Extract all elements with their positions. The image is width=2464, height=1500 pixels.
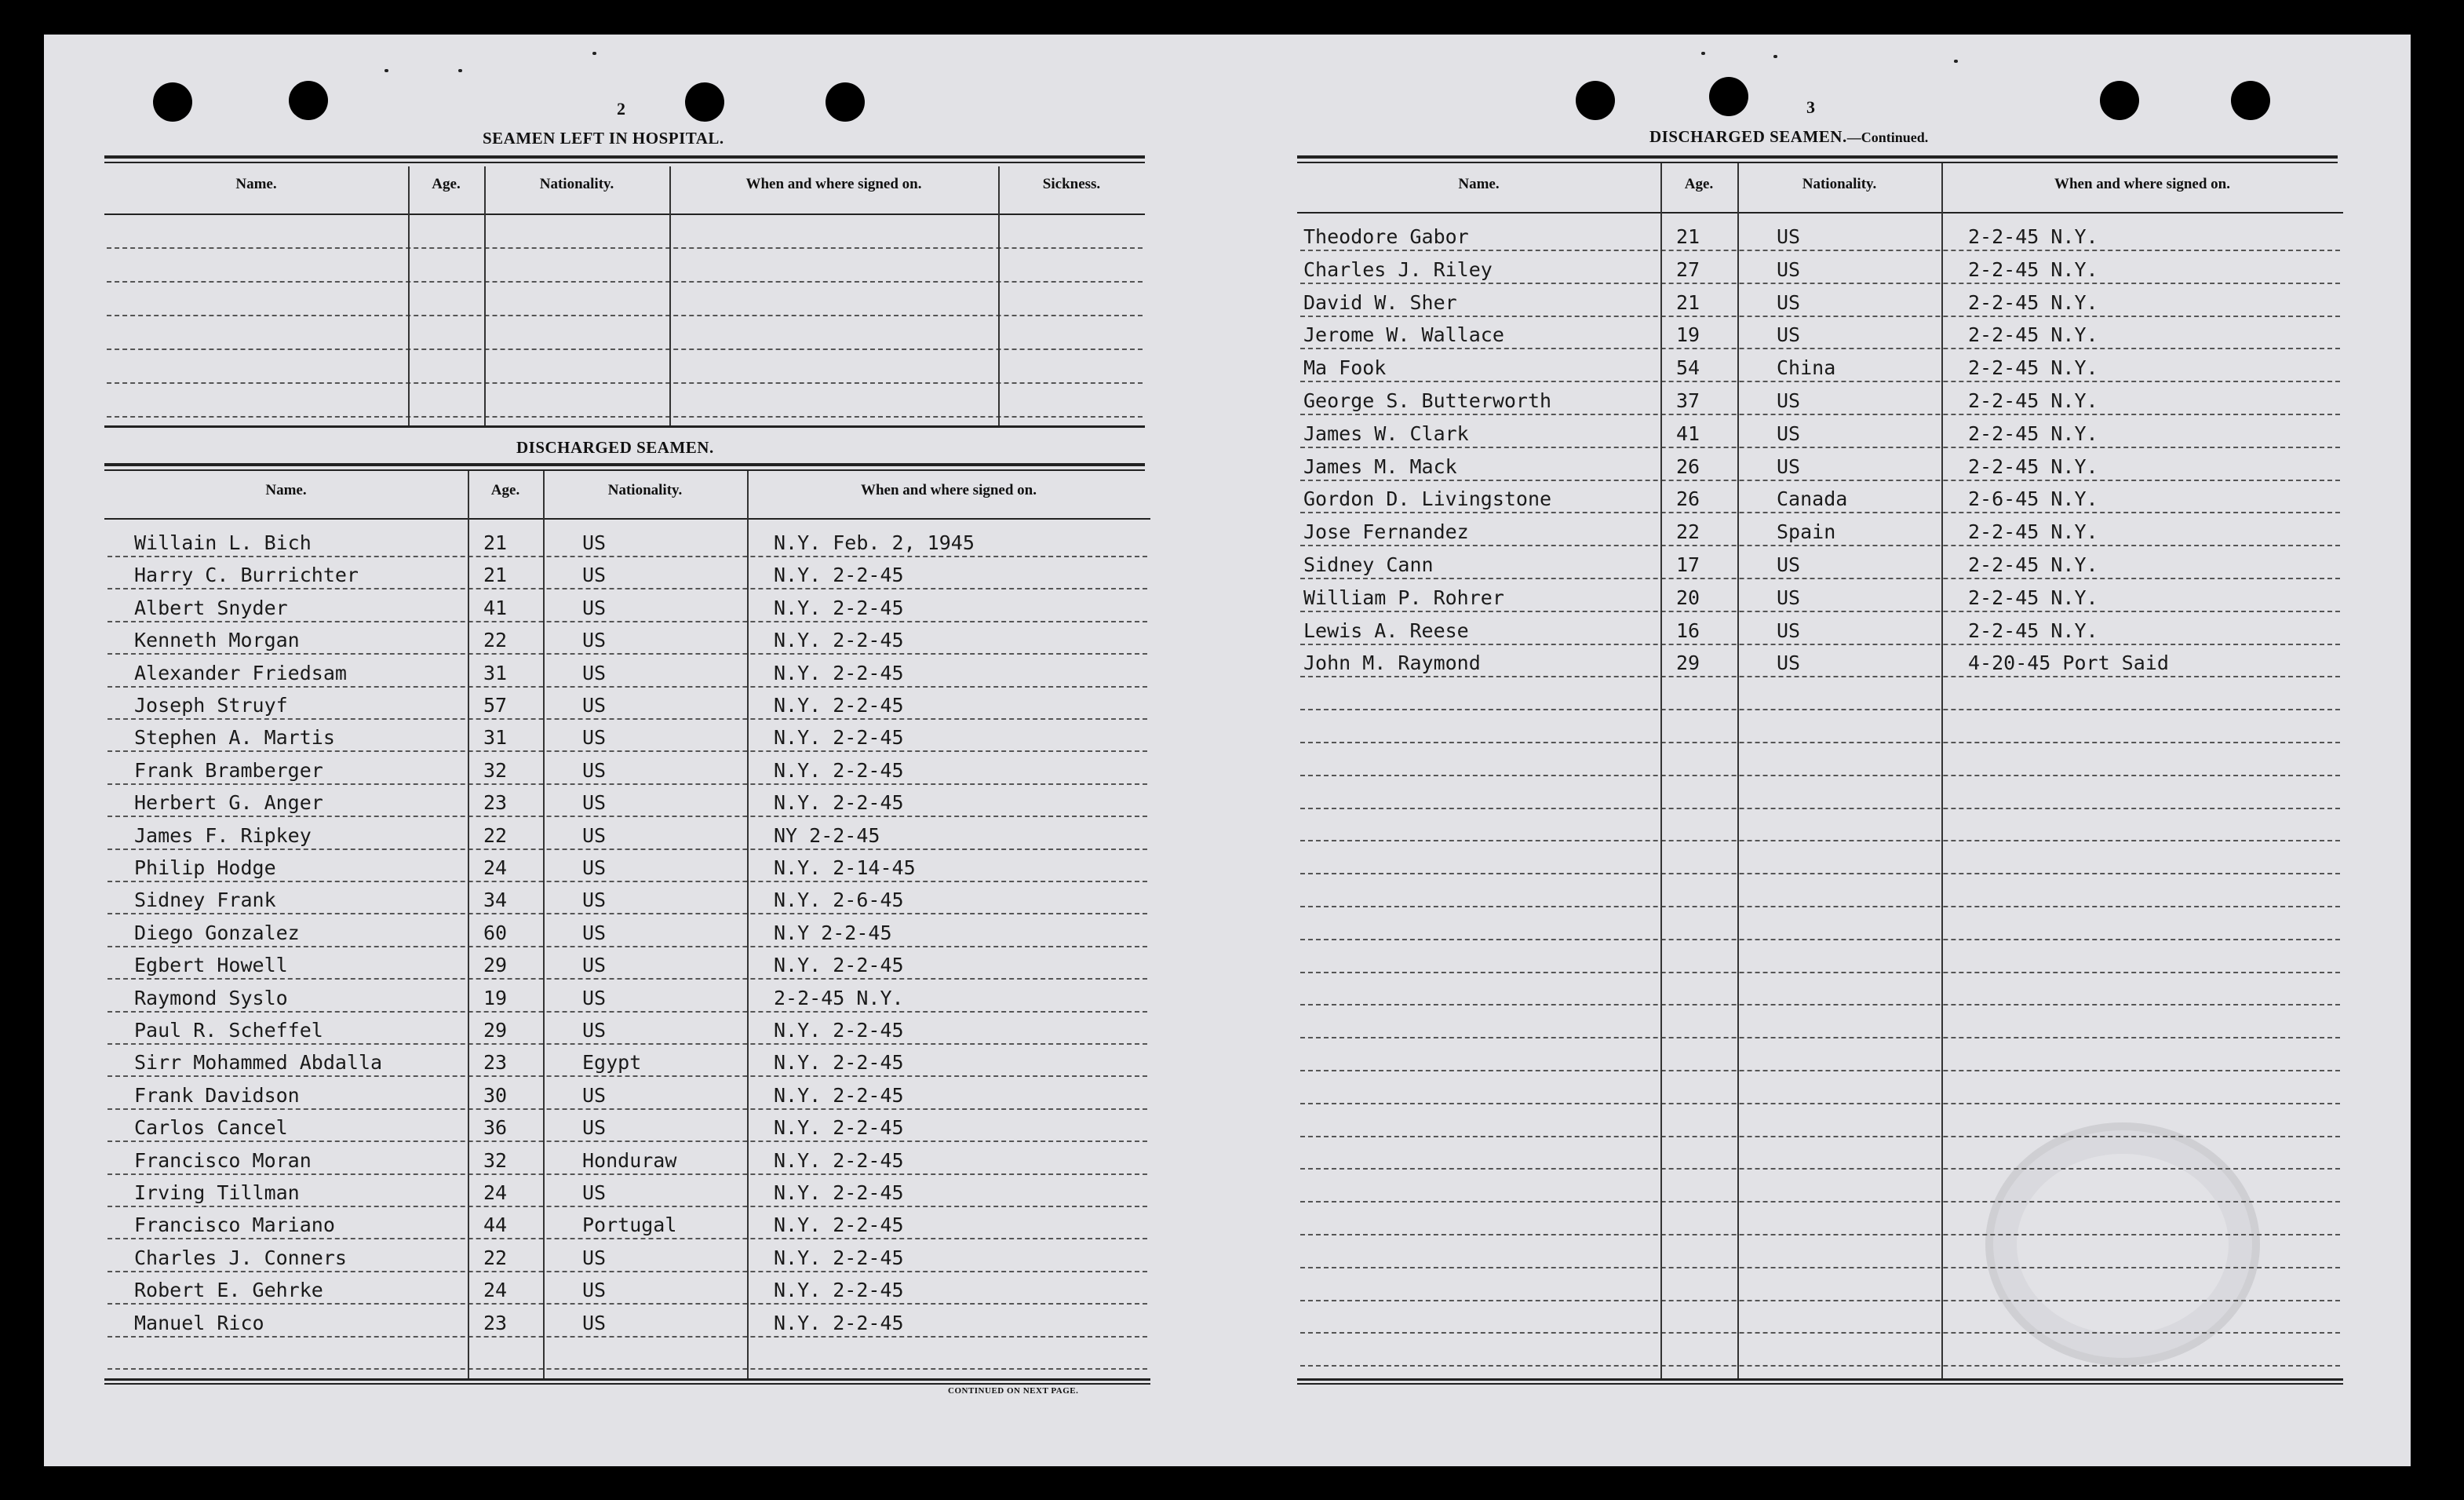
header-rule (1297, 212, 2343, 214)
seaman-nationality: US (1777, 619, 1801, 642)
seaman-nationality: US (582, 661, 607, 684)
row-line (108, 881, 1147, 882)
seaman-age: 17 (1676, 553, 1700, 576)
seaman-name: Joseph Struyf (134, 694, 288, 717)
hospital-col-divider (408, 166, 410, 425)
seaman-name: Robert E. Gehrke (134, 1279, 323, 1302)
top-rule-left-2 (104, 162, 1145, 163)
bottom-rule (104, 1378, 1150, 1381)
seaman-age: 27 (1676, 257, 1700, 281)
seaman-nationality: US (582, 726, 607, 750)
row-line (108, 1043, 1147, 1045)
col-divider (747, 471, 749, 1378)
row-line (108, 588, 1147, 589)
punch-hole (2231, 81, 2270, 120)
discharged-top-rule (104, 463, 1145, 466)
seaman-name: Egbert Howell (134, 954, 288, 977)
seaman-signed-on: 4-20-45 Port Said (1968, 651, 2169, 675)
seaman-name: Harry C. Burrichter (134, 564, 359, 587)
punch-hole (289, 81, 328, 120)
hospital-row-line (107, 247, 1143, 249)
seaman-age: 20 (1676, 586, 1700, 609)
seaman-nationality: US (582, 1311, 607, 1334)
seaman-signed-on: N.Y. 2-2-45 (774, 1051, 904, 1075)
seaman-signed-on: N.Y. 2-6-45 (774, 889, 904, 912)
seaman-signed-on: N.Y. 2-2-45 (774, 1019, 904, 1042)
row-line (1300, 1267, 2340, 1268)
row-line (1300, 1234, 2340, 1235)
seaman-name: David W. Sher (1303, 290, 1457, 314)
discharged-top-rule-2 (104, 469, 1145, 471)
col-header-name: Name. (1458, 176, 1500, 192)
row-line (1300, 644, 2340, 645)
seaman-age: 34 (483, 889, 508, 912)
header-rule (104, 518, 1150, 520)
hospital-row-line (107, 382, 1143, 384)
row-line (1300, 348, 2340, 349)
row-line (1300, 1070, 2340, 1071)
page-number-left: 2 (617, 99, 625, 119)
row-line (108, 946, 1147, 947)
hospital-row-line (107, 281, 1143, 283)
seaman-name: Herbert G. Anger (134, 791, 323, 815)
seaman-signed-on: 2-2-45 N.Y. (1968, 520, 2098, 544)
seaman-signed-on: N.Y. 2-14-45 (774, 856, 916, 879)
discharged-heading-left: DISCHARGED SEAMEN. (516, 438, 714, 457)
seaman-nationality: US (582, 1246, 607, 1269)
row-line (108, 1303, 1147, 1305)
row-line (1300, 1103, 2340, 1104)
row-line (1300, 480, 2340, 481)
seaman-age: 54 (1676, 356, 1700, 380)
row-line (108, 1075, 1147, 1077)
seaman-name: Willain L. Bich (134, 531, 312, 554)
seaman-signed-on: 2-2-45 N.Y. (1968, 454, 2098, 478)
seaman-nationality: US (1777, 290, 1801, 314)
seaman-nationality: US (582, 986, 607, 1009)
seaman-name: Diego Gonzalez (134, 921, 300, 944)
seaman-nationality: US (582, 758, 607, 782)
row-line (108, 621, 1147, 622)
seaman-nationality: US (1777, 454, 1801, 478)
seaman-nationality: Honduraw (582, 1148, 677, 1172)
seaman-name: Sidney Frank (134, 889, 276, 912)
seaman-name: Kenneth Morgan (134, 629, 300, 652)
seaman-nationality: US (582, 1116, 607, 1140)
seaman-age: 41 (483, 596, 508, 619)
row-line (108, 1011, 1147, 1013)
seaman-age: 32 (483, 758, 508, 782)
top-rule-right-2 (1297, 162, 2338, 163)
hospital-col-header: Age. (432, 176, 461, 192)
seaman-nationality: US (582, 531, 607, 554)
row-line (1300, 316, 2340, 317)
seaman-age: 44 (483, 1214, 508, 1237)
row-line (1300, 1332, 2340, 1334)
seaman-name: James F. Ripkey (134, 823, 312, 847)
row-line (1300, 840, 2340, 841)
hospital-row-line (107, 416, 1143, 418)
seaman-signed-on: 2-2-45 N.Y. (1968, 553, 2098, 576)
col-divider (543, 471, 545, 1378)
seaman-age: 57 (483, 694, 508, 717)
seaman-name: Sidney Cann (1303, 553, 1434, 576)
seaman-age: 21 (1676, 225, 1700, 248)
seaman-name: Raymond Syslo (134, 986, 288, 1009)
seaman-nationality: US (1777, 422, 1801, 445)
row-line (108, 1141, 1147, 1142)
seaman-name: Carlos Cancel (134, 1116, 288, 1140)
seaman-age: 19 (1676, 323, 1700, 347)
seaman-name: Theodore Gabor (1303, 225, 1469, 248)
punch-hole (685, 82, 724, 122)
seaman-age: 22 (1676, 520, 1700, 544)
seaman-age: 21 (483, 564, 508, 587)
seaman-signed-on: N.Y. Feb. 2, 1945 (774, 531, 975, 554)
seaman-signed-on: N.Y. 2-2-45 (774, 954, 904, 977)
punch-hole (2100, 81, 2139, 120)
row-line (108, 1206, 1147, 1207)
col-header-age: Age. (1684, 176, 1714, 192)
seaman-age: 21 (1676, 290, 1700, 314)
seaman-age: 24 (483, 1181, 508, 1204)
seaman-name: Gordon D. Livingstone (1303, 487, 1552, 511)
row-line (1300, 611, 2340, 612)
seaman-nationality: US (582, 791, 607, 815)
seaman-age: 24 (483, 1279, 508, 1302)
punch-hole (1709, 77, 1748, 116)
seaman-age: 23 (483, 1051, 508, 1075)
seaman-signed-on: 2-2-45 N.Y. (1968, 586, 2098, 609)
seaman-nationality: Portugal (582, 1214, 677, 1237)
row-line (108, 1368, 1147, 1370)
seaman-signed-on: N.Y 2-2-45 (774, 921, 892, 944)
hospital-row-line (107, 315, 1143, 316)
seaman-name: Alexander Friedsam (134, 661, 347, 684)
row-line (108, 783, 1147, 785)
col-header-nationality: Nationality. (607, 482, 683, 498)
seaman-nationality: US (1777, 651, 1801, 675)
seaman-name: James M. Mack (1303, 454, 1457, 478)
discharged-heading-right-text: DISCHARGED SEAMEN. (1649, 127, 1847, 146)
seaman-age: 31 (483, 726, 508, 750)
seaman-age: 32 (483, 1148, 508, 1172)
seaman-age: 23 (483, 791, 508, 815)
seaman-name: Philip Hodge (134, 856, 276, 879)
page-number-right: 3 (1806, 97, 1815, 117)
seaman-nationality: Canada (1777, 487, 1848, 511)
row-line (108, 978, 1147, 980)
seaman-signed-on: N.Y. 2-2-45 (774, 629, 904, 652)
hospital-col-divider (669, 166, 671, 425)
row-line (1300, 545, 2340, 546)
bottom-rule-2 (1297, 1383, 2343, 1385)
punch-hole (826, 82, 865, 122)
hospital-col-header: Name. (235, 176, 277, 192)
row-line (108, 1336, 1147, 1338)
seaman-name: Lewis A. Reese (1303, 619, 1469, 642)
seaman-age: 21 (483, 531, 508, 554)
row-line (1300, 808, 2340, 809)
row-line (1300, 676, 2340, 677)
seaman-nationality: US (582, 921, 607, 944)
seaman-name: George S. Butterworth (1303, 389, 1552, 412)
seaman-age: 24 (483, 856, 508, 879)
row-line (1300, 972, 2340, 973)
seaman-nationality: US (582, 596, 607, 619)
hospital-col-header: Sickness. (1042, 176, 1101, 192)
seaman-nationality: US (582, 889, 607, 912)
speck (1701, 52, 1705, 55)
seaman-name: Irving Tillman (134, 1181, 300, 1204)
row-line (1300, 742, 2340, 743)
seaman-nationality: US (582, 629, 607, 652)
seaman-nationality: US (582, 1181, 607, 1204)
hospital-row-line (107, 349, 1143, 350)
row-line (1300, 906, 2340, 907)
seaman-age: 16 (1676, 619, 1700, 642)
row-line (1300, 447, 2340, 448)
row-line (1300, 1201, 2340, 1203)
top-rule-right (1297, 155, 2338, 159)
bottom-rule (1297, 1378, 2343, 1381)
seaman-name: Ma Fook (1303, 356, 1387, 380)
speck (592, 52, 596, 55)
speck (458, 69, 462, 72)
top-rule-left (104, 155, 1145, 159)
col-divider (1941, 163, 1943, 1378)
seaman-signed-on: N.Y. 2-2-45 (774, 791, 904, 815)
seaman-name: Stephen A. Martis (134, 726, 335, 750)
row-line (108, 718, 1147, 720)
hospital-header-rule (104, 214, 1145, 215)
seaman-age: 37 (1676, 389, 1700, 412)
seaman-name: Charles J. Riley (1303, 257, 1493, 281)
row-line (108, 1108, 1147, 1110)
row-line (1300, 939, 2340, 940)
row-line (1300, 1004, 2340, 1005)
row-line (1300, 709, 2340, 710)
seaman-signed-on: N.Y. 2-2-45 (774, 661, 904, 684)
seaman-age: 22 (483, 823, 508, 847)
row-line (108, 750, 1147, 752)
seaman-age: 30 (483, 1083, 508, 1107)
seaman-age: 60 (483, 921, 508, 944)
seaman-name: Manuel Rico (134, 1311, 264, 1334)
seaman-signed-on: 2-2-45 N.Y. (1968, 290, 2098, 314)
seaman-age: 29 (483, 1019, 508, 1042)
seaman-signed-on: N.Y. 2-2-45 (774, 694, 904, 717)
seaman-nationality: US (1777, 225, 1801, 248)
seaman-signed-on: 2-2-45 N.Y. (1968, 225, 2098, 248)
row-line (108, 1271, 1147, 1272)
row-line (1300, 578, 2340, 579)
speck (1954, 60, 1958, 63)
col-divider (1660, 163, 1662, 1378)
seaman-nationality: US (582, 954, 607, 977)
seaman-name: Francisco Moran (134, 1148, 312, 1172)
seaman-signed-on: N.Y. 2-2-45 (774, 726, 904, 750)
seaman-name: Jose Fernandez (1303, 520, 1469, 544)
seaman-signed-on: N.Y. 2-2-45 (774, 1214, 904, 1237)
row-line (1300, 873, 2340, 874)
hospital-bottom-rule (104, 425, 1145, 428)
row-line (1300, 775, 2340, 776)
seaman-name: Paul R. Scheffel (134, 1019, 323, 1042)
seaman-age: 23 (483, 1311, 508, 1334)
seaman-nationality: US (1777, 586, 1801, 609)
row-line (1300, 250, 2340, 251)
row-line (108, 849, 1147, 850)
seaman-age: 36 (483, 1116, 508, 1140)
seaman-nationality: US (1777, 257, 1801, 281)
seaman-signed-on: N.Y. 2-2-45 (774, 596, 904, 619)
hospital-col-header: Nationality. (539, 176, 614, 192)
discharged-heading-right (1649, 127, 1928, 147)
seaman-signed-on: N.Y. 2-2-45 (774, 564, 904, 587)
seaman-age: 29 (483, 954, 508, 977)
seaman-name: William P. Rohrer (1303, 586, 1504, 609)
hospital-col-header: When and where signed on. (745, 176, 922, 192)
row-line (1300, 512, 2340, 513)
seaman-age: 29 (1676, 651, 1700, 675)
seaman-nationality: US (1777, 389, 1801, 412)
seaman-nationality: US (582, 694, 607, 717)
seaman-name: Frank Davidson (134, 1083, 300, 1107)
row-line (108, 816, 1147, 817)
seaman-name: John M. Raymond (1303, 651, 1481, 675)
punch-hole (153, 82, 192, 122)
seaman-nationality: US (582, 564, 607, 587)
row-line (108, 1173, 1147, 1175)
hospital-heading: SEAMEN LEFT IN HOSPITAL. (483, 129, 724, 148)
seaman-nationality: Spain (1777, 520, 1836, 544)
seaman-nationality: US (582, 1019, 607, 1042)
row-line (1300, 1037, 2340, 1038)
punch-hole (1576, 81, 1615, 120)
row-line (1300, 414, 2340, 415)
seaman-nationality: China (1777, 356, 1836, 380)
seaman-signed-on: 2-2-45 N.Y. (1968, 257, 2098, 281)
hospital-col-divider (998, 166, 1000, 425)
seaman-signed-on: N.Y. 2-2-45 (774, 1181, 904, 1204)
col-header-nationality: Nationality. (1802, 176, 1877, 192)
seaman-signed-on: N.Y. 2-2-45 (774, 1311, 904, 1334)
row-line (1300, 1136, 2340, 1137)
col-divider (468, 471, 469, 1378)
seaman-age: 22 (483, 629, 508, 652)
seaman-age: 26 (1676, 454, 1700, 478)
seaman-name: Albert Snyder (134, 596, 288, 619)
seaman-nationality: US (1777, 323, 1801, 347)
row-line (1300, 381, 2340, 382)
col-header-signed: When and where signed on. (860, 482, 1037, 498)
seaman-nationality: US (582, 823, 607, 847)
seaman-name: Francisco Mariano (134, 1214, 335, 1237)
row-line (1300, 1365, 2340, 1367)
seaman-name: Frank Bramberger (134, 758, 323, 782)
col-divider (1737, 163, 1739, 1378)
seaman-signed-on: 2-2-45 N.Y. (1968, 323, 2098, 347)
seaman-signed-on: N.Y. 2-2-45 (774, 1083, 904, 1107)
seaman-signed-on: N.Y. 2-2-45 (774, 1279, 904, 1302)
continued-label: —Continued. (1846, 130, 1929, 145)
seaman-nationality: US (582, 1083, 607, 1107)
col-header-signed: When and where signed on. (2054, 176, 2230, 192)
row-line (108, 1238, 1147, 1239)
seaman-age: 31 (483, 661, 508, 684)
row-line (1300, 1168, 2340, 1170)
col-header-name: Name. (265, 482, 307, 498)
seaman-name: James W. Clark (1303, 422, 1469, 445)
col-header-age: Age. (490, 482, 520, 498)
seaman-age: 26 (1676, 487, 1700, 511)
bottom-rule-2 (104, 1383, 1150, 1385)
speck (385, 69, 388, 72)
hospital-col-divider (484, 166, 486, 425)
seaman-nationality: US (582, 856, 607, 879)
seaman-signed-on: N.Y. 2-2-45 (774, 1116, 904, 1140)
row-line (108, 556, 1147, 557)
seaman-nationality: US (582, 1279, 607, 1302)
seaman-signed-on: N.Y. 2-2-45 (774, 1148, 904, 1172)
continued-note: CONTINUED ON NEXT PAGE. (948, 1386, 1079, 1396)
seaman-name: Charles J. Conners (134, 1246, 347, 1269)
seaman-signed-on: 2-6-45 N.Y. (1968, 487, 2098, 511)
seaman-signed-on: N.Y. 2-2-45 (774, 1246, 904, 1269)
seaman-name: Sirr Mohammed Abdalla (134, 1051, 383, 1075)
seaman-nationality: Egypt (582, 1051, 642, 1075)
speck (1773, 55, 1777, 58)
seaman-age: 19 (483, 986, 508, 1009)
seaman-signed-on: 2-2-45 N.Y. (1968, 389, 2098, 412)
row-line (108, 653, 1147, 655)
seaman-signed-on: 2-2-45 N.Y. (1968, 619, 2098, 642)
row-line (1300, 1300, 2340, 1301)
seaman-signed-on: 2-2-45 N.Y. (1968, 422, 2098, 445)
seaman-nationality: US (1777, 553, 1801, 576)
row-line (1300, 283, 2340, 284)
seaman-age: 41 (1676, 422, 1700, 445)
seaman-signed-on: 2-2-45 N.Y. (1968, 356, 2098, 380)
seaman-signed-on: NY 2-2-45 (774, 823, 880, 847)
seaman-age: 22 (483, 1246, 508, 1269)
row-line (108, 686, 1147, 688)
seaman-signed-on: 2-2-45 N.Y. (774, 986, 904, 1009)
seaman-name: Jerome W. Wallace (1303, 323, 1504, 347)
seaman-signed-on: N.Y. 2-2-45 (774, 758, 904, 782)
row-line (108, 913, 1147, 914)
official-stamp-faded (1985, 1122, 2260, 1366)
